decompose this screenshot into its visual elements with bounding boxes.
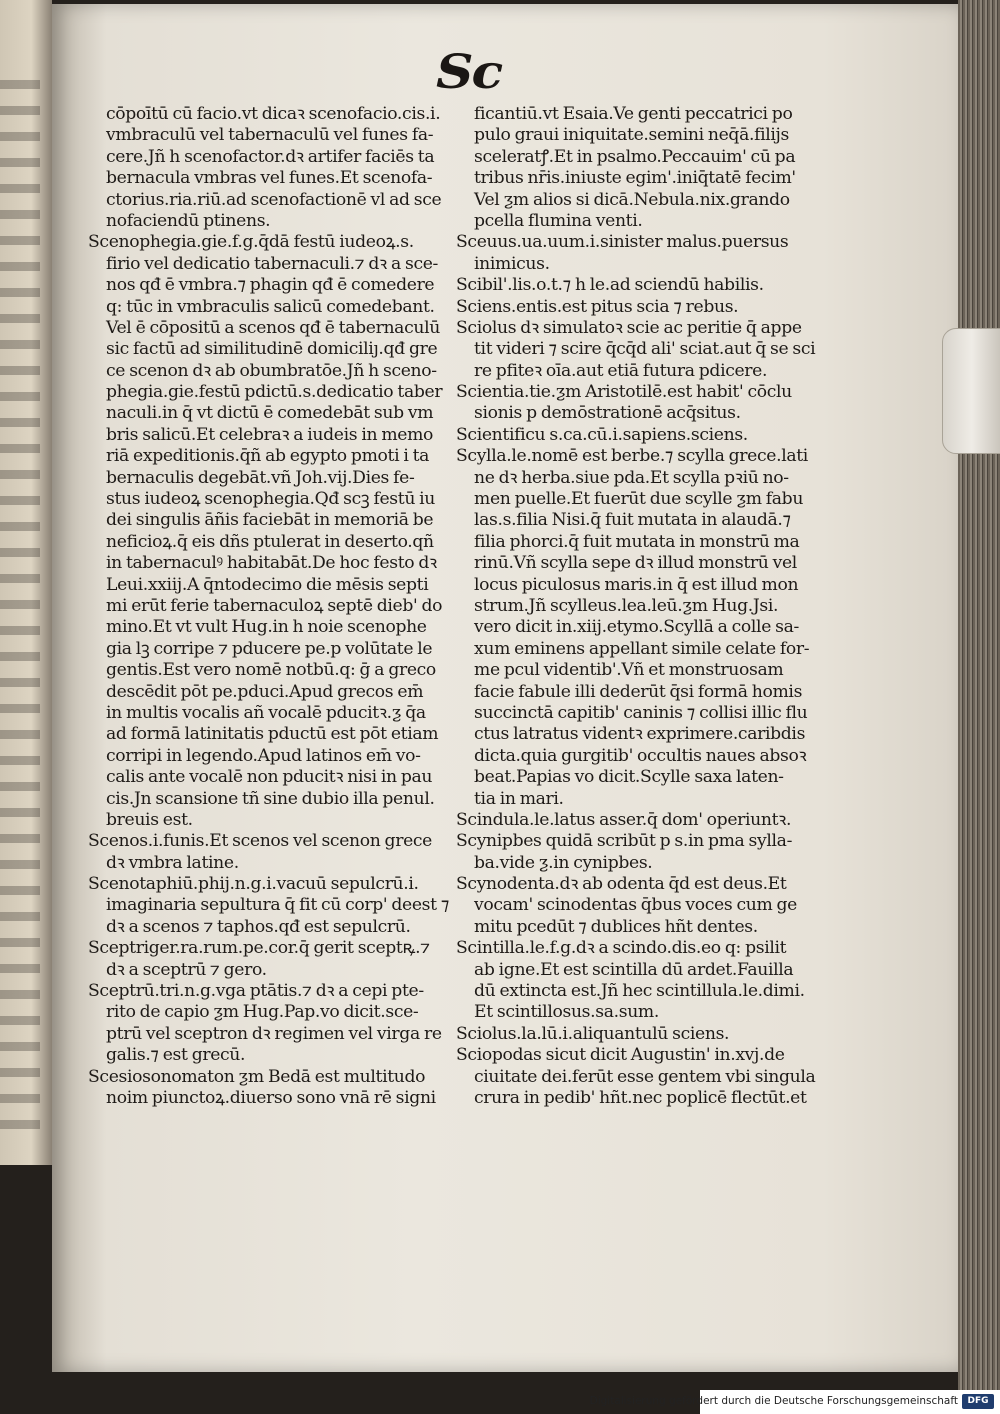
- text-line: ctorius.ria.riū.ad scenofactionē vl ad sce: [106, 189, 442, 210]
- text-line: ptrū vel sceptron dꝛ regimen vel virga re: [106, 1023, 442, 1044]
- text-line: calis ante vocalē non pducitꝛ nisi in pau: [106, 767, 433, 788]
- entry-headline: Scesiosonomaton ƺm Bedā est multitudo: [88, 1066, 426, 1087]
- page-clip: [942, 328, 1000, 454]
- text-line: cōpoītū cū facio.vt dicaꝛ scenofacio.cis.i.: [106, 104, 441, 124]
- entry-headline: Scindula.le.latus asser.q̄ dom' operiuntꝛ.: [456, 809, 792, 830]
- text-line: firio vel dedicatio tabernaculi.⁊ dꝛ a sce-: [106, 253, 438, 274]
- text-line: tribus nr̄is.iniuste egim'.iniq̄tatē fecim': [474, 168, 796, 189]
- right-text-column: [456, 104, 816, 1109]
- text-line: Leui.xxiij.A q̄ntodecimo die mēsis septi: [106, 574, 429, 595]
- text-line: men puelle.Et fuerūt due scylle ƺm fabu: [474, 489, 804, 510]
- text-line: sionis p demōstrationē acq̄situs.: [474, 403, 741, 424]
- text-line: dei singulis āñis faciebāt in memoriā be: [106, 510, 434, 531]
- entry-headline: Scibil'.lis.o.t.⁊ h le.ad sciendū habilis.: [456, 275, 764, 296]
- text-line: neficioꝝ.q̄ eis dñs ptulerat in deserto.qñ: [106, 531, 434, 552]
- text-line: ad formā latinitatis pductū est pōt etiam: [106, 724, 439, 745]
- text-line: succinctā capitib' caninis ⁊ collisi illic flu: [474, 702, 808, 723]
- text-line: Vel ƺm alios si dicā.Nebula.nix.grando: [474, 189, 790, 210]
- text-line: re pfiteꝛ oīa.aut etiā futura pdicere.: [474, 360, 768, 381]
- text-line: locus piculosus maris.in q̄ est illud mon: [474, 574, 799, 595]
- text-line: facie fabule illi dederūt q̄si formā homis: [474, 681, 803, 702]
- text-line: cis.Jn scansione tñ sine dubio illa penul.: [106, 788, 435, 809]
- text-line: dicta.quia gurgitib' occultis naues absoꝛ: [474, 745, 807, 766]
- entry-headline: Sciolus dꝛ simulatoꝛ scie ac peritie q̄ appe: [456, 317, 802, 338]
- text-line: mi erūt ferie tabernaculoꝝ septē dieb' do: [106, 595, 443, 616]
- running-headword: Sc: [436, 45, 502, 100]
- text-line: las.s.filia Nisi.q̄ fuit mutata in alaudā.⁊: [474, 510, 791, 531]
- text-line: gia lꝫ corripe ⁊ pducere pe.p volūtate le: [106, 638, 433, 659]
- dfg-logo: DFG: [962, 1394, 994, 1409]
- digitization-credit: Digitalisierung gefördert durch die Deutsche Forschungsgemeinschaft: [589, 1395, 958, 1407]
- entry-headline: Sceptrū.tri.n.g.vga ptātis.⁊ dꝛ a cepi pte-: [88, 981, 424, 1002]
- text-line: imaginaria sepultura q̄ fit cū corp' deest ⁊: [106, 895, 450, 916]
- text-line: inimicus.: [474, 253, 550, 274]
- text-line: cere.Jñ h scenofactor.dꝛ artifer faciēs ta: [106, 146, 435, 167]
- text-line: dꝛ a sceptrū ⁊ gero.: [106, 959, 267, 980]
- text-line: beat.Papias vo dicit.Scylle saxa laten-: [474, 767, 784, 788]
- entry-headline: Scintilla.le.f.g.dꝛ a scindo.dis.eo q: psilit: [456, 938, 787, 959]
- text-line: corripi in legendo.Apud latinos em̄ vo-: [106, 745, 421, 766]
- text-line: galis.⁊ est grecū.: [106, 1045, 246, 1066]
- text-line: vero dicit in.xiij.etymo.Scyllā a colle sa-: [474, 617, 799, 638]
- text-line: rinū.Vñ scylla sepe dꝛ illud monstrū vel: [474, 553, 797, 574]
- text-line: naculi.in q̄ vt dictū ē comedebāt sub vm: [106, 403, 434, 424]
- text-line: nofaciendū ptinens.: [106, 210, 271, 231]
- text-line: gentis.Est vero nomē notbū.q: ḡ a greco: [106, 660, 436, 681]
- facing-page-text-fragment: [0, 80, 40, 1140]
- text-line: sceleratꝭ.Et in psalmo.Peccauim' cū pa: [474, 146, 796, 167]
- text-line: in tabernaculꝰ habitabāt.De hoc festo dꝛ: [106, 553, 437, 574]
- text-line: tit videri ⁊ scire q̄cq̄d ali' sciat.aut q̄ se sci: [474, 339, 816, 360]
- text-line: vmbraculū vel tabernaculū vel funes fa-: [106, 125, 434, 146]
- entry-headline: Scenotaphiū.phij.n.g.i.vacuū sepulcrū.i.: [88, 874, 419, 895]
- text-line: xum eminens appellant simile celate for-: [474, 638, 810, 659]
- entry-headline: Scynipbes quidā scribūt p s.in pma sylla-: [456, 831, 793, 852]
- text-line: riā expeditionis.q̄ñ ab egypto pmoti i ta: [106, 446, 430, 467]
- text-line: breuis est.: [106, 809, 193, 830]
- text-line: mitu pcedūt ⁊ dublices hñt dentes.: [474, 916, 758, 937]
- text-line: tia in mari.: [474, 788, 564, 809]
- text-line: filia phorci.q̄ fuit mutata in monstrū ma: [474, 531, 800, 552]
- text-line: stus iudeoꝝ scenophegia.Qđ scꝫ festū iu: [106, 489, 436, 510]
- text-line: ne dꝛ herba.siue pda.Et scylla pꝛiū no-: [474, 467, 789, 488]
- entry-headline: Scylla.le.nomē est berbe.⁊ scylla grece.lati: [456, 446, 808, 467]
- text-line: vocam' scinodentas q̄bus voces cum ge: [474, 895, 797, 916]
- text-line: ba.vide ƺ.in cynipbes.: [474, 852, 653, 873]
- left-text-column: [88, 104, 462, 1109]
- text-line: rito de capio ƺm Hug.Pap.vo dicit.sce-: [106, 1002, 419, 1023]
- text-line: Et scintillosus.sa.sum.: [474, 1002, 659, 1023]
- entry-headline: Scynodenta.dꝛ ab odenta q̄d est deus.Et: [456, 874, 787, 895]
- entry-headline: Scientificu s.ca.cū.i.sapiens.sciens.: [456, 424, 748, 445]
- text-line: bernaculis degebāt.vñ Joh.vij.Dies fe-: [106, 467, 415, 488]
- text-line: nos qđ ē vmbra.⁊ phagin qđ ē comedere: [106, 275, 435, 296]
- entry-headline: Sciolus.la.lū.i.aliquantulū sciens.: [456, 1023, 730, 1044]
- text-line: bris salicū.Et celebraꝛ a iudeis in memo: [106, 424, 434, 445]
- text-line: in multis vocalis añ vocalē pducitꝛ.ƺ q̄a: [106, 702, 426, 723]
- entry-headline: Scientia.tie.ƺm Aristotilē.est habit' cōclu: [456, 382, 792, 403]
- entry-headline: Sceptriger.ra.rum.pe.cor.q̄ gerit sceptꝶ.⁊: [88, 938, 430, 959]
- text-line: noim piunctoꝝ.diuerso sono vnā rē signi: [106, 1087, 436, 1108]
- text-line: sic factū ad similitudinē domiciliȷ.qđ gre: [106, 339, 438, 360]
- digitization-footer: [589, 1390, 1000, 1414]
- text-line: dꝛ a scenos ⁊ taphos.qđ est sepulcrū.: [106, 916, 411, 937]
- entry-headline: Sceuus.ua.uum.i.sinister malus.puersus: [456, 232, 789, 253]
- text-line: ab igne.Et est scintilla dū ardet.Fauilla: [474, 959, 794, 980]
- text-line: ciuitate dei.ferūt esse gentem vbi singula: [474, 1066, 816, 1087]
- facing-page-edge: [0, 0, 52, 1165]
- text-line: me pcul videntib'.Vñ et monstruosam: [474, 660, 784, 681]
- text-line: q: tūc in vmbraculis salicū comedebant.: [106, 296, 435, 317]
- text-line: pulo graui iniquitate.semini neq̄ā.filijs: [474, 125, 789, 146]
- text-line: bernacula vmbras vel funes.Et scenofa-: [106, 168, 433, 189]
- entry-headline: Sciopodas sicut dicit Augustin' in.xvj.de: [456, 1045, 785, 1066]
- text-line: strum.Jñ scylleus.lea.leū.ƺm Hug.Jsi.: [474, 595, 779, 616]
- text-line: ctus latratus videntꝛ exprimere.caribdis: [474, 724, 806, 745]
- text-line: crura in pedib' hñt.nec poplicē flectūt.et: [474, 1087, 807, 1108]
- entry-headline: Scenophegia.gie.f.g.q̄dā festū iudeoꝝ.s.: [88, 232, 414, 253]
- text-line: Vel ē cōpositū a scenos qđ ē tabernaculū: [106, 317, 440, 338]
- entry-headline: Sciens.entis.est pitus scia ⁊ rebus.: [456, 296, 739, 317]
- text-line: phegia.gie.festū pdictū.s.dedicatio taber: [106, 382, 443, 403]
- text-line: dū extincta est.Jñ hec scintillula.le.dimi.: [474, 981, 805, 1002]
- text-line: dꝛ vmbra latine.: [106, 852, 239, 873]
- text-line: descēdit pōt pe.pduci.Apud grecos em̄: [106, 681, 424, 702]
- page-stack-edge: [958, 0, 1000, 1390]
- text-line: pcella flumina venti.: [474, 210, 643, 231]
- text-line: mino.Et vt vult Hug.in h noie scenophe: [106, 617, 427, 638]
- entry-headline: Scenos.i.funis.Et scenos vel scenon grece: [88, 831, 432, 852]
- text-line: ficantiū.vt Esaia.Ve genti peccatrici po: [474, 104, 793, 124]
- text-line: ce scenon dꝛ ab obumbratōe.Jñ h sceno-: [106, 360, 437, 381]
